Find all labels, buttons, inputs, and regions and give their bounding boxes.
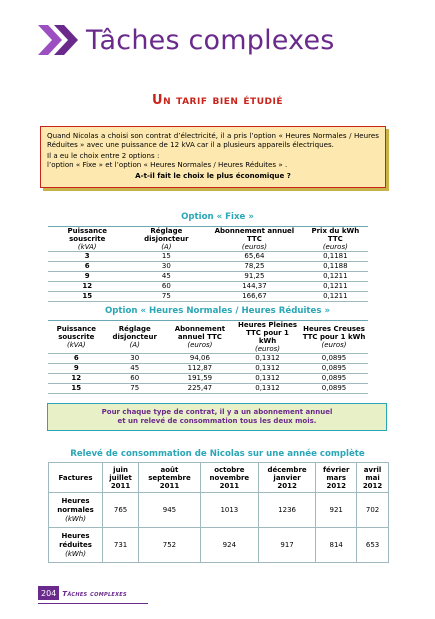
cell-text: juillet [109,473,132,482]
unit-label: (euros) [255,345,281,353]
table-cell: 0,1188 [303,262,368,272]
table-cell: 752 [139,528,201,563]
cell-text: 2012 [277,481,297,490]
table-cell: 30 [126,262,206,272]
column-header [103,463,139,493]
page-number: 204 [38,586,59,600]
cell-text: 2011 [110,481,131,490]
table-cell: 731 [103,528,139,563]
column-header [200,463,258,493]
cell-text: Puissance souscrite [67,227,107,243]
column-header [316,463,357,493]
column-header [139,463,201,493]
table-cell: 0,1211 [303,272,368,282]
table-cell: 0,1312 [235,384,300,394]
unit-label: (euros) [322,243,348,251]
table-row [48,272,368,282]
table-header-row [48,321,368,354]
cell-text: normales [57,505,94,514]
unit-label: (A) [161,243,172,251]
cell-text: Heures Creuses TTC pour 1 kWh [302,325,366,341]
table-cell: 0,1312 [235,374,300,384]
cell-text: 2012 [362,481,383,490]
table-cell: 60 [105,374,165,384]
table-cell: 225,47 [165,384,235,394]
problem-choice-intro: Il a eu le choix entre 2 options : [47,151,160,160]
column-header [165,321,235,354]
table-cell: 45 [126,272,206,282]
cell-text: Prix du kWh TTC [311,227,360,243]
table-row [48,364,368,374]
cell-text: Réglage disjoncteur [144,227,189,243]
column-header [300,321,368,354]
column-header [258,463,315,493]
cell-text: Abonnement annuel TTC [214,227,295,243]
table-cell: 144,37 [206,282,303,292]
table-cell: 75 [126,292,206,302]
column-header [206,227,303,252]
table-cell: 94,06 [165,354,235,364]
problem-paragraph-1: Quand Nicolas a choisi son contrat d’électricité, il a pris l’option « Heures Normales / Heures Réduites » avec une puissance de 12 kVA car il a plusieurs appareils électriques. [47,131,379,149]
table-row [49,493,389,528]
problem-question: A-t-il fait le choix le plus économique ? [135,171,291,180]
table-cell: 1236 [258,493,315,528]
unit-label: (A) [129,341,140,349]
unit-label: (kWh) [65,514,86,523]
table-cell: 60 [126,282,206,292]
table-cell: 91,25 [206,272,303,282]
cell-text: mai [365,473,380,482]
footer-label: Tâches complexes [62,590,127,598]
column-header [303,227,368,252]
note-box [47,403,387,431]
cell-text: octobre [214,465,245,474]
table-cell: 45 [105,364,165,374]
cell-text: août [160,465,179,474]
table-cell: 0,0895 [300,354,368,364]
table-cell: 924 [200,528,258,563]
table-row [48,282,368,292]
table-cell: 15 [126,252,206,262]
unit-label: (euros) [241,243,267,251]
table-cell: 12 [48,374,105,384]
table-row [48,384,368,394]
row-header [49,528,103,563]
table-cell: 166,67 [206,292,303,302]
cell-text: Puissance souscrite [56,325,97,341]
column-header [48,321,105,354]
table-cell: 945 [139,493,201,528]
table-cell: 78,25 [206,262,303,272]
note-line-1: Pour chaque type de contrat, il y a un abonnement annuel [101,408,333,416]
table-cell: 0,0895 [300,364,368,374]
table-cell: 0,1211 [303,292,368,302]
table-cell: 765 [103,493,139,528]
hnhr-title: Option « Heures Normales / Heures Réduites » [104,306,331,316]
page-footer [38,586,127,600]
table-cell: 653 [357,528,389,563]
table-row [48,262,368,272]
double-chevron-icon [38,23,82,57]
table-cell: 75 [105,384,165,394]
table-row [48,354,368,364]
unit-label: (kVA) [77,243,97,251]
unit-label: (kVA) [66,341,86,349]
table-cell: 0,0895 [300,374,368,384]
table-cell: 112,87 [165,364,235,374]
table-row [48,252,368,262]
table-cell: 30 [105,354,165,364]
footer-rule [38,603,148,604]
column-header [105,321,165,354]
cell-text: juin [113,465,128,474]
cell-text: Heures [61,531,90,540]
table-cell: 702 [357,493,389,528]
column-header [235,321,300,354]
table-header-row [49,463,389,493]
cell-text: avril [363,465,382,474]
table-cell: 12 [48,282,126,292]
section-title: Un tarif bien étudié [152,93,283,108]
table-cell: 0,1181 [303,252,368,262]
problem-box [40,126,386,188]
table-cell: 921 [316,493,357,528]
page-header [38,22,335,58]
cell-text: Heures Pleines TTC pour 1 kWh [238,321,297,345]
table-cell: 3 [48,252,126,262]
table-cell: 6 [48,262,126,272]
table-cell: 65,64 [206,252,303,262]
table-cell: 0,1312 [235,364,300,374]
column-header [357,463,389,493]
cell-text: 2011 [159,481,180,490]
table-row [49,528,389,563]
table-cell: 0,1312 [235,354,300,364]
table-cell: 9 [48,364,105,374]
unit-label: (euros) [321,341,347,349]
header-title: Tâches complexes [86,24,335,56]
fixe-title: Option « Fixe » [181,212,254,222]
table-cell: 15 [48,384,105,394]
cell-text: Réglage disjoncteur [112,325,157,341]
releve-title: Relevé de consommation de Nicolas sur une année complète [70,449,365,459]
table-cell: 0,1211 [303,282,368,292]
releve-table [48,462,389,563]
cell-text: Heures [61,496,90,505]
table-cell: 917 [258,528,315,563]
table-cell: 1013 [200,493,258,528]
cell-text: décembre [267,465,307,474]
table-row [48,374,368,384]
column-header [48,227,126,252]
cell-text: janvier [273,473,301,482]
note-line-2: et un relevé de consommation tous les deux mois. [117,417,317,425]
table-cell: 191,59 [165,374,235,384]
table-cell: 9 [48,272,126,282]
table-cell: 0,0895 [300,384,368,394]
unit-label: (kWh) [65,549,86,558]
cell-text: mars [326,473,347,482]
cell-text: novembre [209,473,250,482]
unit-label: (euros) [187,341,213,349]
cell-text: réduites [59,540,92,549]
cell-text: septembre [148,473,191,482]
cell-text: février [322,465,350,474]
row-header [49,493,103,528]
table-header-row [48,227,368,252]
fixe-table [48,226,368,302]
cell-text: 2011 [219,481,240,490]
cell-text: Abonnement annuel TTC [174,325,226,341]
table-cell: 6 [48,354,105,364]
problem-choice-options: l’option « Fixe » et l’option « Heures Normales / Heures Réduites » . [47,160,288,169]
hnhr-table [48,320,368,394]
table-row [48,292,368,302]
table-cell: 15 [48,292,126,302]
corner-header: Factures [49,463,103,493]
column-header [126,227,206,252]
table-cell: 814 [316,528,357,563]
problem-paragraph-2 [47,151,379,169]
cell-text: 2012 [326,481,346,490]
